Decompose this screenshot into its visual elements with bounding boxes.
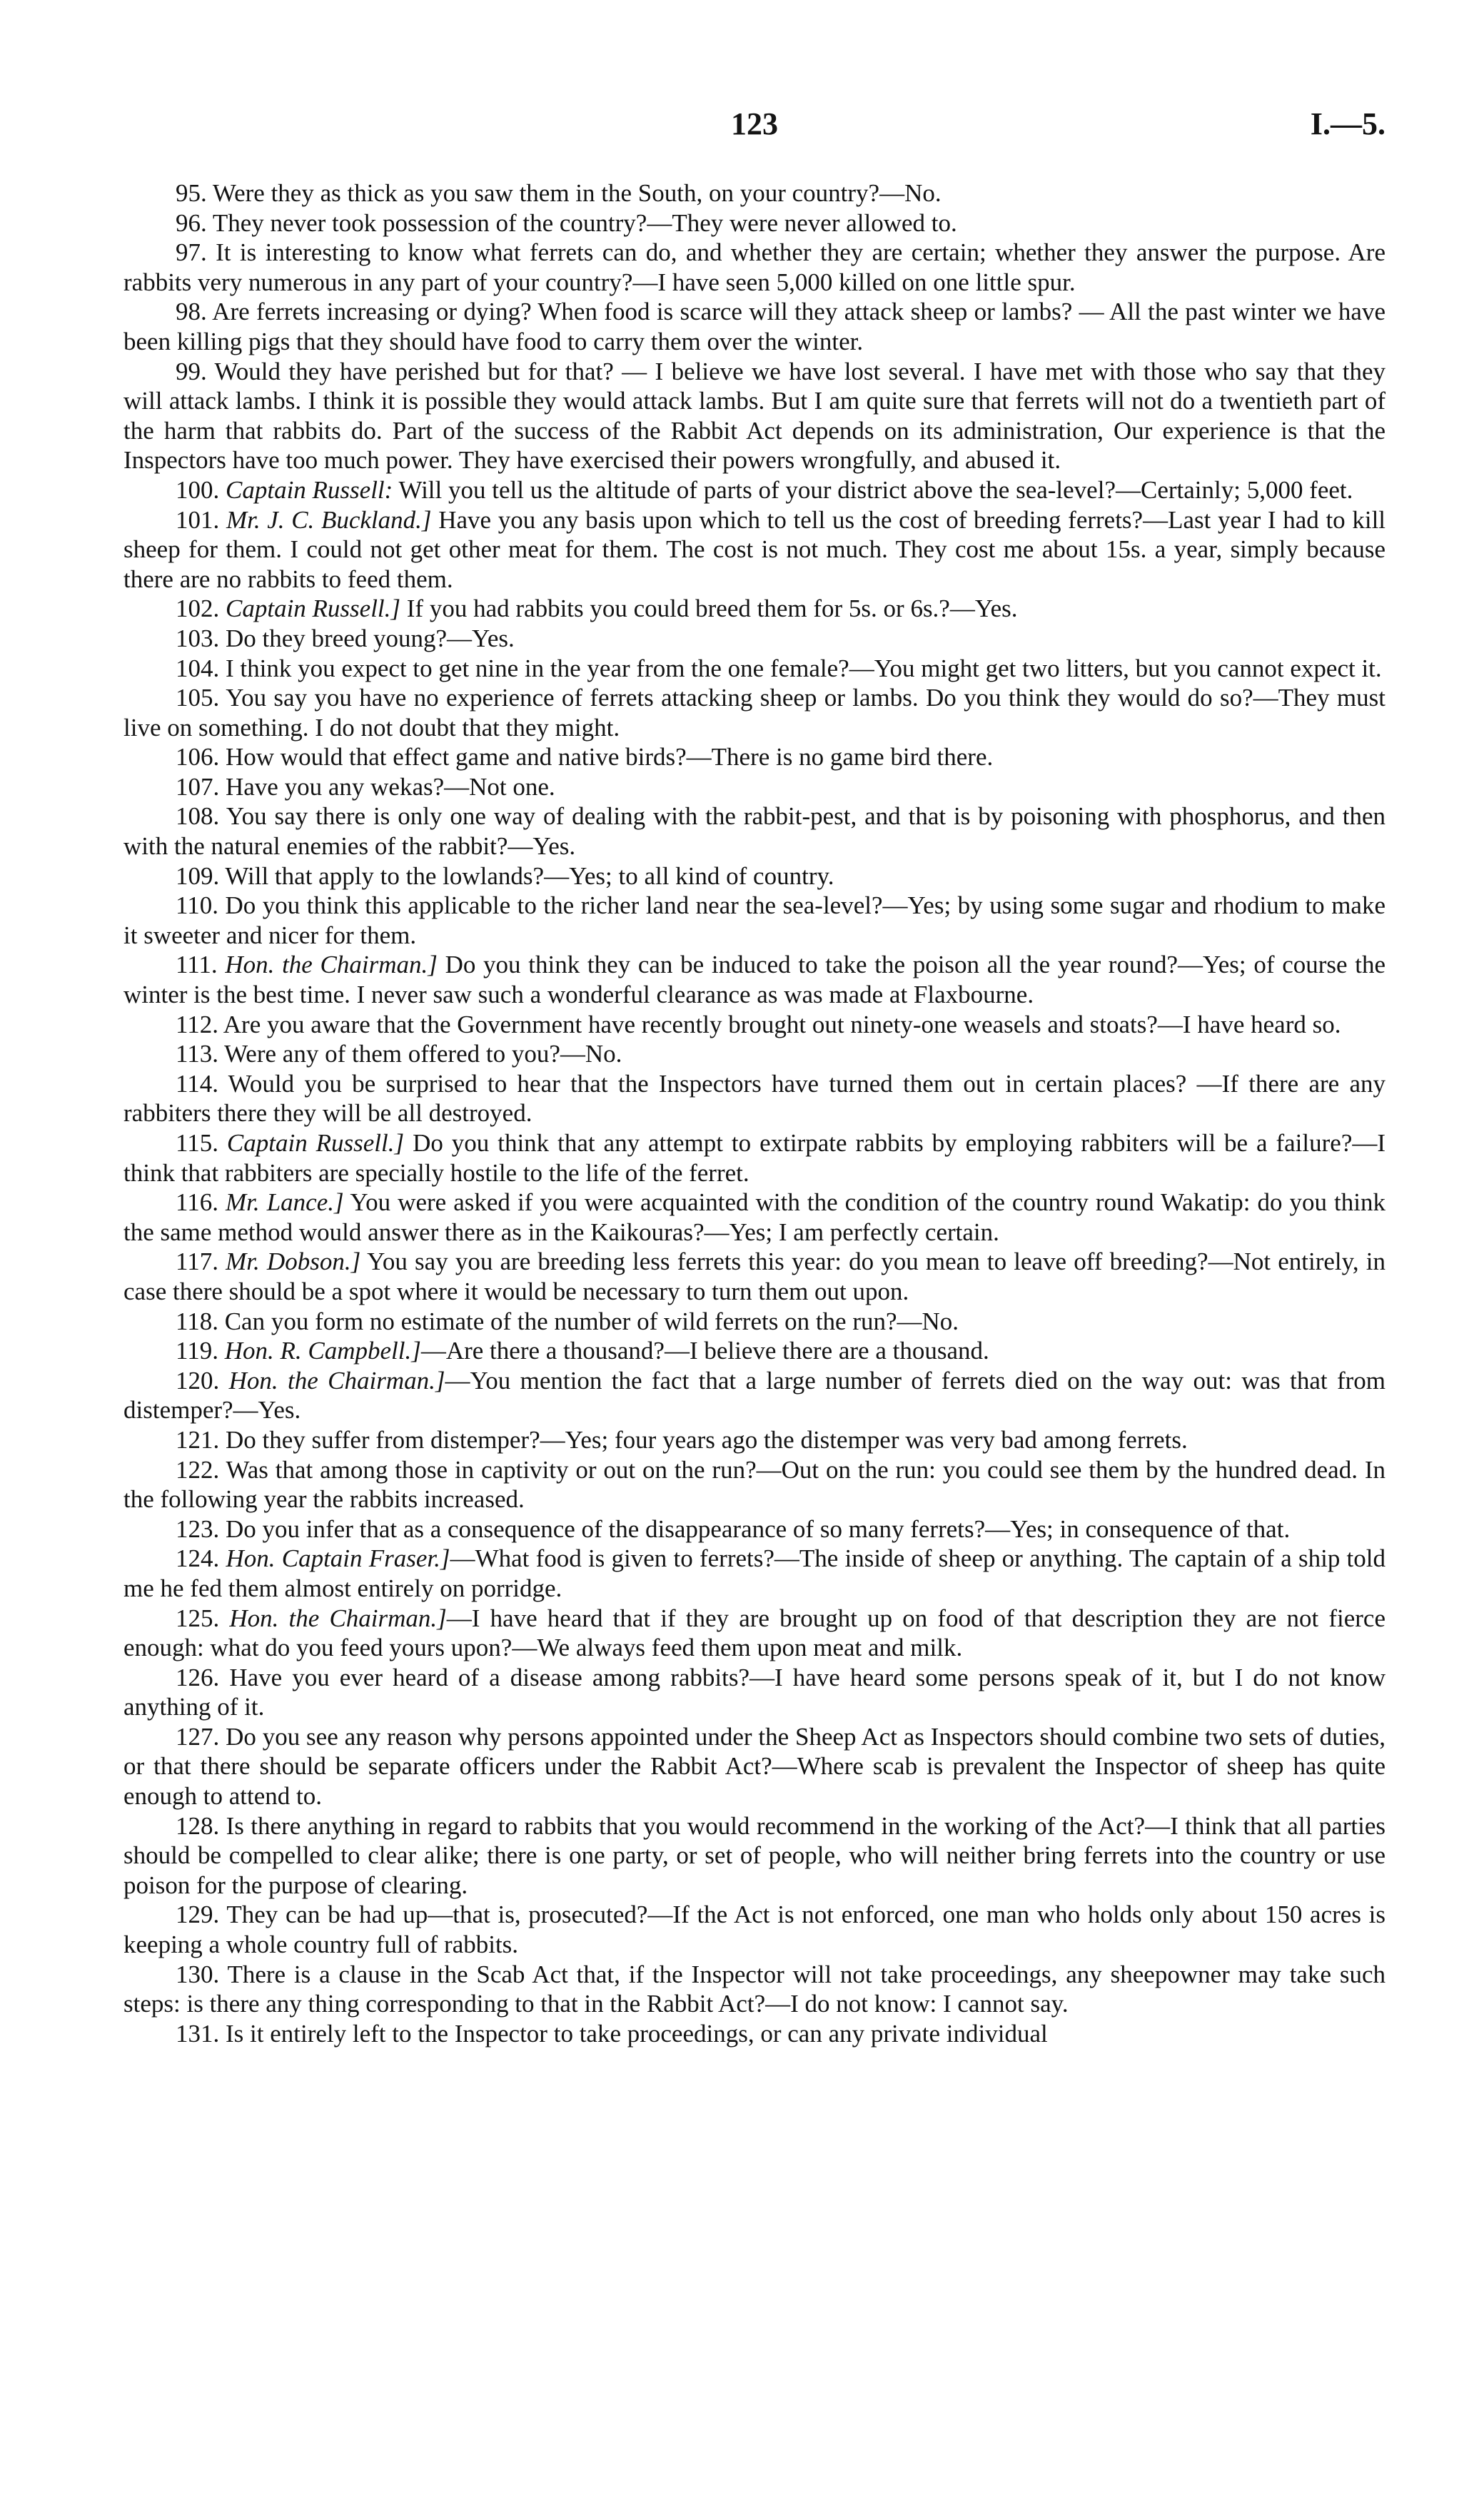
evidence-entry	[123, 238, 1385, 297]
entry-speaker: Captain Russell.]	[226, 594, 401, 623]
entry-number: 120.	[176, 1366, 220, 1395]
entry-number: 125.	[176, 1604, 220, 1632]
entry-text: —I have heard that if they are brought up on food of that description they are not fierce enough: what do you feed yours upon?—We always feed them upon meat and milk.	[123, 1604, 1385, 1662]
entry-number: 98.	[176, 298, 207, 326]
evidence-entry	[123, 1039, 1385, 1069]
entry-text: Have you any wekas?—Not one.	[226, 772, 555, 801]
entry-number: 131.	[176, 2019, 220, 2048]
entry-text: You say you have no experience of ferrets attacking sheep or lambs. Do you think they would do so?—They must live on something. I do not doubt that they might.	[123, 684, 1385, 742]
entry-text: Will you tell us the altitude of parts of your district above the sea-level?—Certainly; 5,000 feet.	[398, 475, 1353, 504]
entry-text: You were asked if you were acquainted with the condition of the country round Wakatip: do you think the same method would answer there as in the Kaikouras?—Yes; I am perfectly certain.	[123, 1188, 1385, 1246]
evidence-entry	[123, 1188, 1385, 1247]
evidence-entry	[123, 1722, 1385, 1811]
entry-number: 114.	[176, 1069, 218, 1098]
evidence-entry	[123, 297, 1385, 356]
page-header	[123, 0, 1385, 178]
entry-speaker: Hon. Captain Fraser.]	[226, 1544, 450, 1573]
evidence-entry	[123, 475, 1385, 505]
evidence-entry	[123, 801, 1385, 861]
evidence-entry	[123, 861, 1385, 891]
entry-number: 101.	[176, 505, 220, 534]
entry-text: Do they suffer from distemper?—Yes; four years ago the distemper was very bad among ferrets.	[226, 1425, 1188, 1454]
entry-speaker: Hon. the Chairman.]	[228, 1366, 445, 1395]
entry-speaker: Captain Russell.]	[226, 1129, 405, 1157]
entry-number: 109.	[176, 861, 220, 890]
entry-text: Have you any basis upon which to tell us the cost of breeding ferrets?—Last year I had to kill sheep for them. I could not get other meat for them. The cost is not much. They cost me about 15s. a year, simply because there are no rabbits to feed them.	[123, 505, 1386, 593]
entry-number: 113.	[176, 1040, 218, 1068]
evidence-entry	[123, 1366, 1385, 1425]
entry-text: Have you ever heard of a disease among rabbits?—I have heard some persons speak of it, but I do not know anything of it.	[123, 1663, 1386, 1721]
evidence-entry	[123, 2019, 1385, 2049]
evidence-entry	[123, 178, 1385, 208]
entry-number: 112.	[176, 1010, 218, 1038]
entry-text: Will that apply to the lowlands?—Yes; to all kind of country.	[225, 861, 834, 890]
evidence-entry	[123, 1425, 1385, 1455]
evidence-entry	[123, 950, 1385, 1009]
entry-text: Do they breed young?—Yes.	[226, 624, 515, 652]
entry-text: Do you infer that as a consequence of the disappearance of so many ferrets?—Yes; in consequence of that.	[226, 1514, 1291, 1543]
entry-speaker: Mr. Lance.]	[226, 1188, 344, 1217]
entry-text: I think you expect to get nine in the year from the one female?—You might get two litters, but you cannot expect it.	[226, 654, 1382, 682]
entry-number: 110.	[176, 891, 218, 920]
entry-number: 107.	[176, 772, 220, 801]
evidence-entry	[123, 1336, 1385, 1366]
page-number: 123	[731, 106, 778, 141]
entry-speaker: Captain Russell:	[226, 475, 393, 504]
evidence-entry	[123, 1455, 1385, 1514]
entry-speaker: Hon. the Chairman.]	[229, 1604, 447, 1632]
entry-text: Are ferrets increasing or dying? When food is scarce will they attack sheep or lambs? — All the past winter we have been killing pigs that they should have food to carry them over the winter.	[123, 298, 1385, 355]
entry-speaker: Hon. R. Campbell.]	[224, 1337, 421, 1365]
evidence-entry	[123, 772, 1385, 802]
entry-number: 116.	[176, 1188, 218, 1217]
entry-text: Would they have perished but for that? — I believe we have lost several. I have met with those who say that they will attack lambs. I think it is possible they would attack lambs. But I am quite sure that ferrets will not do a twentieth part of the harm that rabbits do. Part of the success of the Rabbit Act depends on its administration, Our experience is that the Inspectors have too much power. They have exercised their powers wrongfully, and abused it.	[123, 357, 1385, 475]
entry-number: 102.	[176, 594, 220, 623]
entry-text: You say there is only one way of dealing with the rabbit-pest, and that is by poisoning with phosphorus, and then with the natural enemies of the rabbit?—Yes.	[123, 802, 1386, 861]
evidence-entry	[123, 1514, 1385, 1544]
entry-text: They can be had up—that is, prosecuted?—If the Act is not enforced, one man who holds only about 150 acres is keeping a whole country full of rabbits.	[123, 1901, 1386, 1959]
entry-number: 95.	[176, 179, 207, 207]
entry-number: 127.	[176, 1722, 220, 1751]
entry-text: Would you be surprised to hear that the Inspectors have turned them out in certain places? —If there are any rabbiters there they will be all destroyed.	[123, 1069, 1385, 1128]
entry-speaker: Hon. the Chairman.]	[225, 951, 438, 979]
evidence-entry	[123, 594, 1385, 624]
evidence-entry	[123, 1128, 1385, 1188]
entry-number: 104.	[176, 654, 220, 682]
document-page	[123, 0, 1385, 2048]
evidence-entry	[123, 1247, 1385, 1306]
paper-series-number: I.—5.	[1310, 106, 1385, 141]
evidence-entry	[123, 624, 1385, 654]
evidence-entry	[123, 505, 1385, 594]
entry-text: Do you think this applicable to the richer land near the sea-level?—Yes; by using some sugar and rhodium to make it sweeter and nicer for them.	[123, 891, 1385, 949]
entry-number: 123.	[176, 1514, 220, 1543]
evidence-entry	[123, 1604, 1385, 1663]
entry-text: Was that among those in captivity or out on the run?—Out on the run: you could see them by the hundred dead. In the following year the rabbits increased.	[123, 1455, 1385, 1514]
entry-number: 115.	[176, 1129, 218, 1157]
evidence-entry	[123, 891, 1385, 950]
entry-text: If you had rabbits you could breed them for 5s. or 6s.?—Yes.	[406, 594, 1018, 623]
entry-number: 128.	[176, 1811, 220, 1840]
entry-text: —What food is given to ferrets?—The inside of sheep or anything. The captain of a ship told me he fed them almost entirely on porridge.	[123, 1544, 1386, 1602]
entry-text: Do you think that any attempt to extirpate rabbits by employing rabbiters will be a failure?—I think that rabbiters are specially hostile to the life of the ferret.	[123, 1129, 1386, 1187]
evidence-body	[123, 178, 1385, 2048]
evidence-entry	[123, 1544, 1385, 1603]
entry-text: There is a clause in the Scab Act that, if the Inspector will not take proceedings, any sheepowner may take such steps: is there any thing corresponding to that in the Rabbit Act?—I do not know: I cannot say.	[123, 1960, 1385, 2018]
evidence-entry	[123, 654, 1385, 684]
entry-number: 111.	[176, 951, 218, 979]
evidence-entry	[123, 1307, 1385, 1337]
entry-number: 97.	[176, 238, 207, 267]
evidence-entry	[123, 1811, 1385, 1901]
entry-number: 122.	[176, 1455, 220, 1484]
entry-text: It is interesting to know what ferrets can do, and whether they are certain; whether they answer the purpose. Are rabbits very numerous in any part of your country?—I have seen 5,000 killed on one little spur.	[123, 238, 1385, 296]
entry-text: Are you aware that the Government have recently brought out ninety-one weasels and stoats?—I have heard so.	[223, 1010, 1341, 1038]
entry-number: 106.	[176, 743, 220, 771]
evidence-entry	[123, 357, 1385, 475]
entry-number: 121.	[176, 1425, 220, 1454]
entry-number: 126.	[176, 1663, 220, 1691]
entry-number: 124.	[176, 1544, 220, 1573]
entry-speaker: Mr. Dobson.]	[226, 1248, 361, 1276]
evidence-entry	[123, 1960, 1385, 2019]
entry-speaker: Mr. J. C. Buckland.]	[226, 505, 432, 534]
entry-number: 129.	[176, 1901, 220, 1929]
evidence-entry	[123, 742, 1385, 772]
entry-number: 118.	[176, 1307, 218, 1335]
entry-text: Were any of them offered to you?—No.	[224, 1040, 622, 1068]
entry-number: 117.	[176, 1248, 218, 1276]
evidence-entry	[123, 1900, 1385, 1959]
entry-number: 99.	[176, 357, 207, 385]
entry-text: Do you think they can be induced to take the poison all the year round?—Yes; of course the winter is the best time. I never saw such a wonderful clearance as was made at Flaxbourne.	[123, 951, 1385, 1009]
entry-number: 100.	[176, 475, 220, 504]
entry-text: Were they as thick as you saw them in the South, on your country?—No.	[212, 179, 942, 207]
evidence-entry	[123, 208, 1385, 238]
entry-text: How would that effect game and native birds?—There is no game bird there.	[226, 743, 994, 771]
entry-text: Is it entirely left to the Inspector to take proceedings, or can any private individual	[226, 2019, 1048, 2048]
entry-number: 96.	[176, 208, 207, 237]
entry-text: Do you see any reason why persons appointed under the Sheep Act as Inspectors should combine two sets of duties, or that there should be separate officers under the Rabbit Act?—Where scab is prevalent the Inspector of sheep has quite enough to attend to.	[123, 1722, 1386, 1811]
entry-text: —You mention the fact that a large number of ferrets died on the way out: was that from distemper?—Yes.	[123, 1366, 1386, 1425]
entry-text: You say you are breeding less ferrets this year: do you mean to leave off breeding?—Not entirely, in case there should be a spot where it would be necessary to turn them out upon.	[123, 1248, 1386, 1305]
entry-text: They never took possession of the country?—They were never allowed to.	[212, 208, 957, 237]
evidence-entry	[123, 1010, 1385, 1040]
entry-number: 130.	[176, 1960, 220, 1988]
entry-number: 119.	[176, 1337, 218, 1365]
entry-number: 105.	[176, 684, 220, 712]
evidence-entry	[123, 1069, 1385, 1128]
entry-text: Can you form no estimate of the number of wild ferrets on the run?—No.	[224, 1307, 959, 1335]
entry-text: Is there anything in regard to rabbits that you would recommend in the working of the Act?—I think that all parties should be compelled to clear alike; there is one party, or set of people, who will neither bring ferrets into the country or use poison for the purpose of clearing.	[123, 1811, 1385, 1899]
entry-text: —Are there a thousand?—I believe there are a thousand.	[420, 1337, 989, 1365]
entry-number: 108.	[176, 802, 220, 831]
evidence-entry	[123, 683, 1385, 742]
evidence-entry	[123, 1663, 1385, 1722]
entry-number: 103.	[176, 624, 220, 652]
